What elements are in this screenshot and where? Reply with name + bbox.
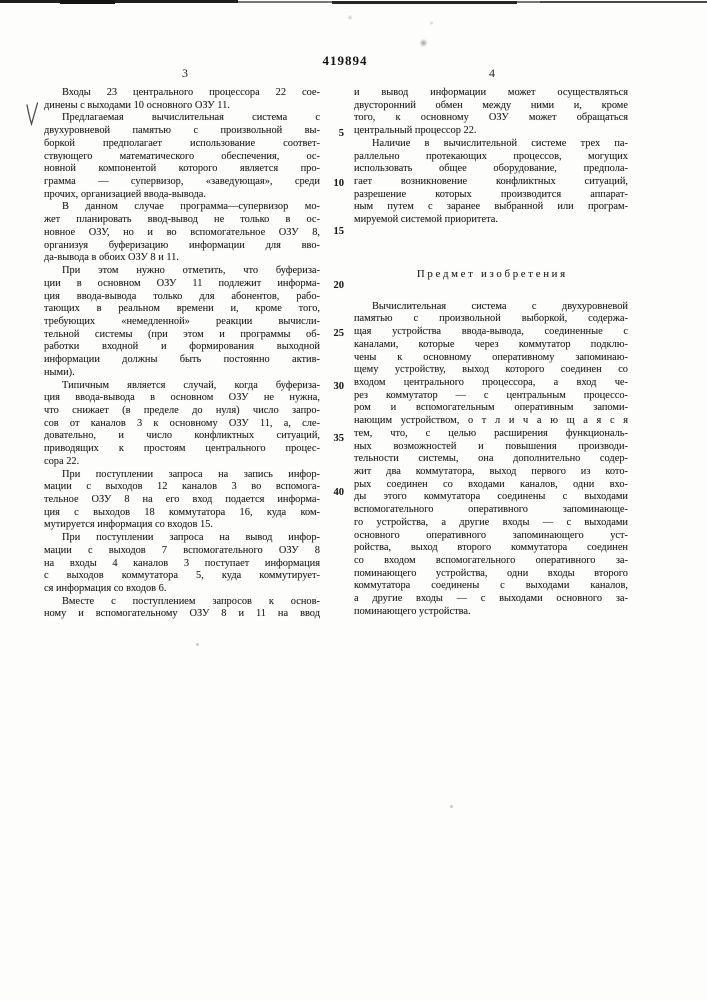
text-line: двусторонний обмен между ними и, кроме	[354, 99, 628, 111]
right-column	[354, 87, 628, 619]
paragraph	[354, 138, 628, 227]
text-line: тельности системы, она дополнительно содер-	[354, 453, 628, 465]
text-line: ды этого коммутатора соединены с выходами	[354, 491, 628, 503]
text-line: ром и вспомогательным оперативным запоми-	[354, 402, 628, 414]
line-number: 5	[338, 128, 344, 139]
text-line: ция ввода-вывода только для абонентов, рабо-	[44, 290, 320, 302]
page-number-left: 3	[182, 66, 188, 80]
scan-edge-segment	[0, 0, 238, 3]
line-number: 15	[333, 226, 344, 237]
text-line: того, к основному ОЗУ может обращаться	[354, 112, 628, 124]
text-line: жит два коммутатора, выход первого из кото-	[354, 465, 628, 477]
line-number: 40	[333, 487, 344, 498]
text-line: да-вывода в обоих ОЗУ 8 и 11.	[44, 252, 179, 264]
paragraph	[44, 596, 320, 621]
text-line: жет планировать ввод-вывод не только в ос-	[44, 214, 320, 226]
text-line: работки входной и формирования выходной	[44, 341, 320, 353]
text-line: прочих, организацией ввода-вывода.	[44, 188, 206, 200]
text-line: грамма — супервизор, «заведующая», среди	[44, 176, 320, 188]
text-line: использовать общее оборудование, предпола-	[354, 163, 628, 175]
text-line: ному и вспомогательному ОЗУ 8 и 11 на ввод	[44, 608, 320, 620]
paragraph	[354, 301, 628, 619]
text-line: мации с выходов 12 каналов 3 во вспомога-	[44, 481, 320, 493]
page-number-right: 4	[489, 66, 495, 80]
text-line: ройства, выход второго коммутатора соединен	[354, 542, 628, 554]
scan-smudge	[419, 39, 428, 47]
text-line: ным путем с заранее выбранной или програм-	[354, 201, 628, 213]
text-line: ции в основном ОЗУ 11 подлежит информа-	[44, 277, 320, 289]
line-number: 35	[333, 433, 344, 444]
text-line: нающим устройством, о т л и ч а ю щ а я с я	[354, 415, 628, 427]
text-line: что снижает (в пределе до нуля) число запро-	[44, 404, 320, 416]
text-line: сора 22.	[44, 455, 80, 467]
paragraph	[44, 201, 320, 265]
text-line: щему устройству, выход которого соединен со	[354, 364, 628, 376]
text-line: При поступлении запроса на вывод инфор-	[62, 532, 320, 544]
text-line: новное ОЗУ, но и во вспомогательное ОЗУ 8,	[44, 226, 320, 238]
section-heading: П р е д м е т и з о б р е т е н и я	[416, 267, 566, 280]
text-line: Вместе с поступлением запросов к основ-	[62, 595, 320, 607]
text-line: го устройства, а другие входы — с выходами	[354, 516, 628, 528]
text-line: довательно, и число конфликтных ситуаций,	[44, 430, 320, 442]
text-line: организуя буферизацию информации для вво-	[44, 239, 320, 251]
text-line: ных возможностей и повышения производи-	[354, 440, 628, 452]
text-line: рез коммутатор — с центральным процессо-	[354, 389, 628, 401]
text-line: мации с выходов 7 вспомогательного ОЗУ 8	[44, 544, 320, 556]
text-line: информации должны быть постоянно актив-	[44, 354, 320, 366]
text-line: коммутатора соединены с выходами каналов,	[354, 580, 628, 592]
text-line: раллельно протекающих процессов, могущих	[354, 150, 628, 162]
scan-artifact-top-edge	[0, 0, 707, 6]
text-line: центральный процессор 22.	[354, 125, 477, 137]
text-line: разрешение которых производится аппарат-	[354, 188, 628, 200]
text-line: чены к основному оперативному запоминаю-	[354, 351, 628, 363]
text-line: При этом нужно отметить, что буфериза-	[62, 265, 320, 277]
text-line: новной компонентой которого является про-	[44, 163, 320, 175]
text-line: щая устройства ввода-вывода, соединенные с	[354, 326, 628, 338]
text-line: основного оперативного запоминающего уст-	[354, 529, 628, 541]
text-line: на входы 4 каналов 3 поступает информация	[44, 557, 320, 569]
scan-speck	[450, 805, 453, 808]
line-number: 30	[333, 381, 344, 392]
handwritten-check-mark-icon	[24, 101, 42, 129]
text-line: поминающего устройства, одни входы второго	[354, 567, 628, 579]
text-line: сов от каналов 3 к основному ОЗУ 11, а, сле-	[44, 417, 320, 429]
text-line: каналами, которые через коммутатор подклю-	[354, 338, 628, 350]
text-line: тельное ОЗУ 8 на его вход подается информа-	[44, 494, 320, 505]
text-line: Предлагаемая вычислительная система с	[62, 112, 320, 124]
text-line: боркой предполагает использование соответ-	[44, 137, 320, 149]
text-line: входом центрального процессора, а вход че-	[354, 376, 628, 388]
paragraph	[44, 469, 320, 533]
paragraph	[44, 87, 320, 112]
text-line: тельной системы (при этом и программы об-	[44, 328, 320, 340]
text-line: приводящих к простоям центрального процес-	[44, 443, 320, 455]
line-number: 10	[333, 178, 344, 189]
patent-number: 419894	[322, 53, 368, 68]
text-line: рых соединен со входами каналов, одни вхо-	[354, 478, 628, 490]
scan-speck	[196, 643, 199, 646]
scan-edge-segment	[60, 0, 115, 4]
text-line: гает возникновение конфликтных ситуаций,	[354, 176, 628, 188]
text-line: мируемой системой приоритета.	[354, 214, 498, 226]
text-line: ствующего математического обеспечения, ос-	[44, 150, 320, 162]
text-line: динены с выходами 10 основного ОЗУ 11.	[44, 99, 230, 111]
text-line: мутируется информация со входов 15.	[44, 519, 213, 531]
text-line: ция ввода-вывода в основном ОЗУ не нужна,	[44, 392, 320, 404]
scan-smudge	[347, 15, 353, 20]
text-line: тем, что, с целью расширения функциональ-	[354, 427, 628, 439]
line-number: 20	[333, 280, 344, 291]
text-line: В данном случае программа—супервизор мо-	[62, 201, 320, 213]
text-line: памятью с произвольной выборкой, содержа-	[354, 313, 628, 325]
text-line: тающих в реальном времени и, кроме того,	[44, 303, 320, 315]
text-line: Типичным является случай, когда буфериза-	[62, 379, 320, 391]
line-number: 25	[333, 328, 344, 339]
text-line: требующих «немедленной» реакции вычисли-	[44, 315, 320, 327]
text-line: со входом вспомогательного оперативного за-	[354, 555, 628, 566]
text-line: Входы 23 центрального процессора 22 сое-	[62, 87, 320, 98]
text-line: а другие входы — с выходами основного за-	[354, 593, 628, 605]
text-line: При поступлении запроса на запись инфор-	[62, 468, 320, 480]
text-line: двухуровневой памятью с произвольной вы-	[44, 125, 320, 137]
paragraph	[354, 87, 628, 138]
text-line: поминающего устройства.	[354, 605, 471, 617]
scan-smudge	[429, 21, 434, 25]
left-column	[44, 87, 320, 621]
text-line: ция с выходов 18 коммутатора 16, куда ком-	[44, 506, 320, 518]
text-line: Наличие в вычислительной системе трех па-	[372, 137, 628, 149]
text-line: ными).	[44, 366, 75, 378]
paragraph	[44, 112, 320, 201]
paragraph	[44, 532, 320, 596]
scan-edge-segment	[540, 1, 707, 3]
paragraph	[44, 265, 320, 379]
scan-edge-segment	[332, 1, 517, 4]
paragraph	[44, 380, 320, 469]
text-line: вспомогательного оперативного запоминающе-	[354, 504, 628, 516]
text-line: с выходов коммутатора 5, куда коммутирует-	[44, 570, 320, 582]
text-line: Вычислительная система с двухуровневой	[372, 300, 628, 312]
text-line: и вывод информации может осуществляться	[354, 87, 628, 98]
text-line: ся информация со входов 6.	[44, 583, 167, 595]
